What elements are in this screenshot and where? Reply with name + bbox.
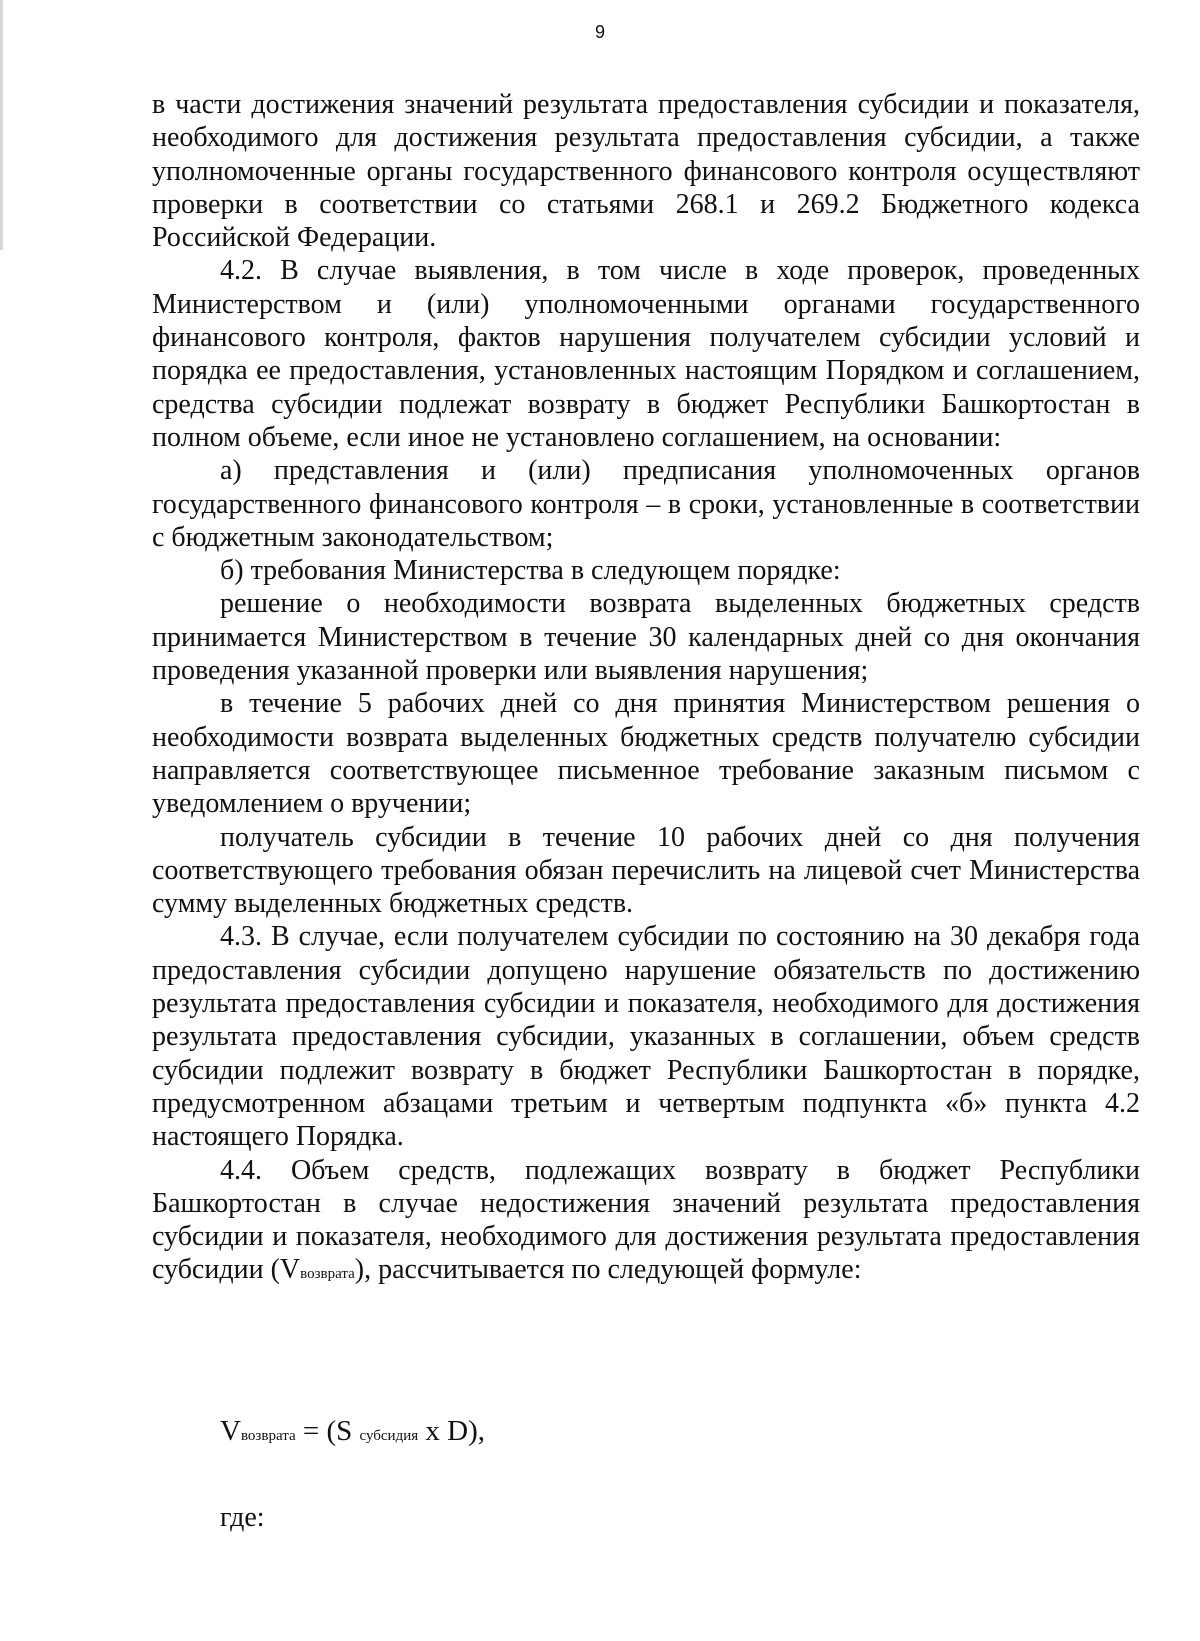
paragraph-4-4-after: ), рассчитывается по следующей формуле: (354, 1254, 862, 1286)
paragraph-item-b: б) требования Министерства в следующем порядке: (220, 555, 841, 587)
return-formula (220, 1415, 485, 1448)
formula-equals: = (S (295, 1415, 360, 1447)
paragraph-4-4-before: 4.4. Объем средств, подлежащих возврату в бюджет Республики Башкортостан в случае недостижения значений результата предоставления субсидии и показателя, необходимого для достижения результата предоставления субсидии (V (152, 1154, 1140, 1286)
page-number: 9 (594, 22, 605, 42)
paragraph-decision: решение о необходимости возврата выделенных бюджетных средств принимается Министерством в течение 30 календарных дней со дня окончания проведения указанной проверки или выявления нарушения; (152, 588, 1140, 687)
where-label: где: (220, 1502, 265, 1533)
paragraph-4-2: 4.2. В случае выявления, в том числе в ходе проверок, проведенных Министерством и (или) уполномоченными органами государственного финансового контроля, фактов нарушения получателем субсидии условий и порядка ее предоставления, установленных настоящим Порядком и соглашением, средства субсидии подлежат возврату в бюджет Республики Башкортостан в полном объеме, если иное не установлено соглашением, на основании: (152, 255, 1140, 453)
formula-s-subscript: субсидия (359, 1428, 419, 1444)
paragraph-transfer: получатель субсидии в течение 10 рабочих дней со дня получения соответствующего требования обязан перечислить на лицевой счет Министерства сумму выделенных бюджетных средств. (152, 821, 1140, 920)
formula-v: V (220, 1415, 241, 1447)
paragraph-item-a: а) представления и (или) предписания уполномоченных органов государственного финансового контроля – в сроки, установленные в соответствии с бюджетным законодательством; (152, 455, 1140, 553)
document-body (152, 88, 1140, 1292)
paragraph-4-4 (152, 1154, 1140, 1292)
paragraph-4-4-subscript: возврата (300, 1266, 355, 1283)
paragraph-4-3: 4.3. В случае, если получателем субсидии по состоянию на 30 декабря года предоставления субсидии допущено нарушение обязательств по достижению результата предоставления субсидии и показателя, необходимого для достижения результата предоставления субсидии, указанных в соглашении, объем средств субсидии подлежит возврату в бюджет Республики Башкортостан в порядке, предусмотренном абзацами третьим и четвертым подпункта «б» пункта 4.2 настоящего Порядка. (152, 921, 1140, 1153)
paragraph-continuation: в части достижения значений результата предоставления субсидии и показателя, необходимого для достижения результата предоставления субсидии, а также уполномоченные органы государственного финансового контроля осуществляют проверки в соответствии со статьями 268.1 и 269.2 Бюджетного кодекса Российской Федерации. (152, 89, 1140, 254)
paragraph-notice: в течение 5 рабочих дней со дня принятия Министерством решения о необходимости возврата выделенных бюджетных средств получателю субсидии направляется соответствующее письменное требование заказным письмом с уведомлением о вручении; (152, 688, 1140, 820)
formula-rest: x D), (418, 1415, 485, 1447)
formula-v-subscript: возврата (240, 1428, 296, 1444)
